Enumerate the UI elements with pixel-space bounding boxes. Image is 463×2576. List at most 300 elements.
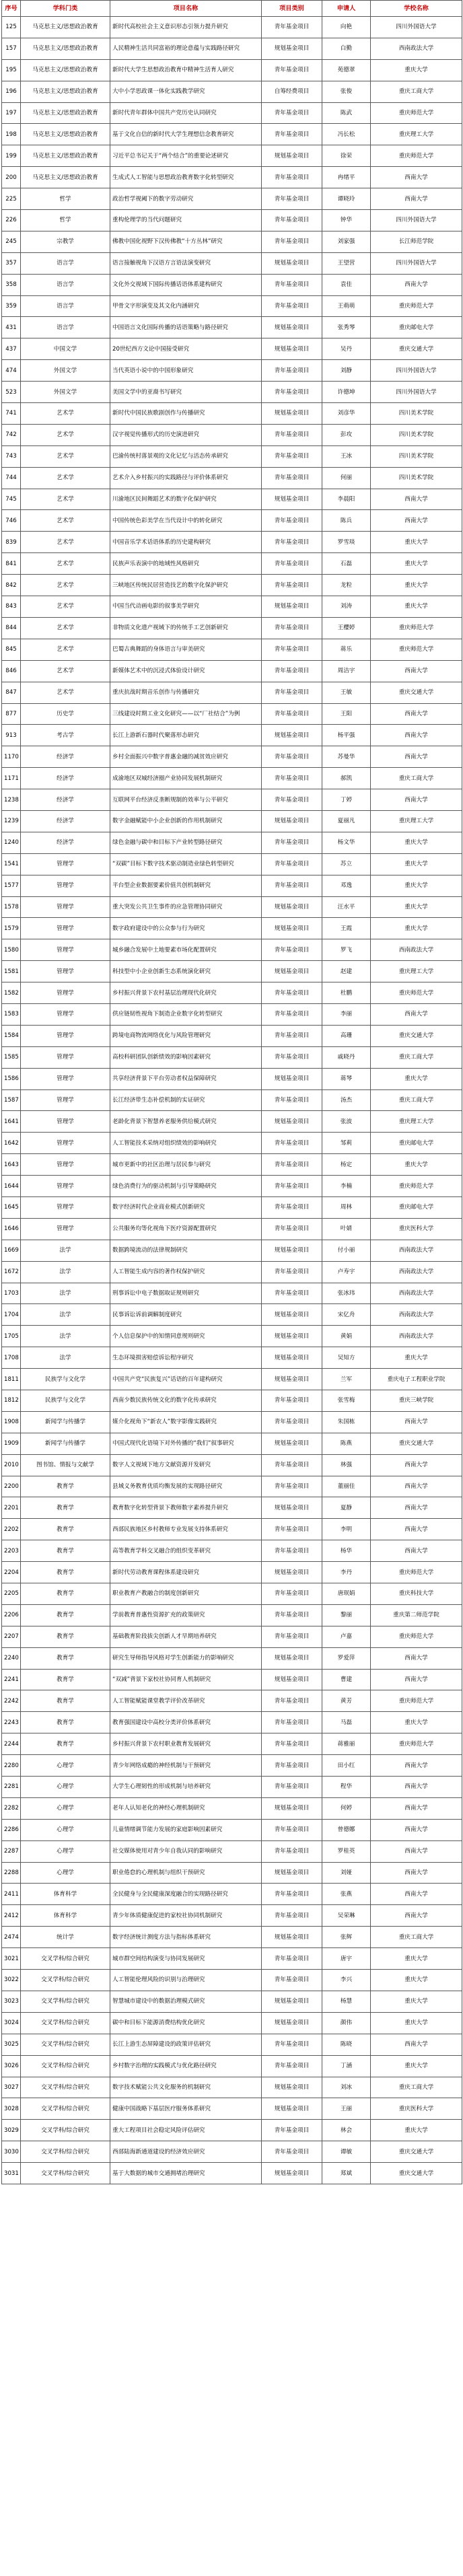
cell-project-type: 规划基金项目 (262, 1369, 322, 1390)
table-row (2, 188, 462, 210)
table-row (2, 1089, 462, 1111)
cell-school: 重庆大学 (371, 1068, 462, 1089)
cell-applicant: 吴知方 (322, 1347, 371, 1369)
cell-discipline: 管理学 (21, 961, 110, 982)
cell-school: 西南大学 (371, 1797, 462, 1819)
cell-discipline: 经济学 (21, 768, 110, 789)
table-row (2, 896, 462, 918)
cell-project-type: 青年基金项目 (262, 1476, 322, 1497)
table-row (2, 338, 462, 360)
cell-project-title: 重庆抗战时期音乐创作与传播研究 (110, 682, 262, 703)
cell-no: 1586 (2, 1068, 21, 1089)
cell-project-type: 规划基金项目 (262, 961, 322, 982)
cell-no: 743 (2, 445, 21, 467)
cell-project-title: 绿色金融与碳中和目标下产业转型路径研究 (110, 832, 262, 853)
table-row (2, 167, 462, 188)
cell-project-type: 青年基金项目 (262, 1777, 322, 1798)
cell-school: 重庆交通大学 (371, 2163, 462, 2184)
cell-discipline: 管理学 (21, 982, 110, 1004)
cell-project-title: 青少年体质健康促进的家校社协同机制研究 (110, 1905, 262, 1927)
cell-school: 西南大学 (371, 725, 462, 746)
cell-project-type: 青年基金项目 (262, 1712, 322, 1733)
cell-discipline: 艺术学 (21, 596, 110, 618)
cell-project-title: 西部陆海新通道建设的经济效应研究 (110, 2141, 262, 2163)
cell-applicant: 彭攻 (322, 424, 371, 445)
cell-school: 重庆大学 (371, 2012, 462, 2034)
cell-discipline: 交叉学科/综合研究 (21, 2034, 110, 2055)
cell-project-title: 重大突发公共卫生事件的应急管理协同研究 (110, 896, 262, 918)
cell-project-type: 青年基金项目 (262, 360, 322, 382)
table-row (2, 596, 462, 618)
cell-project-title: 数字经济统计测度方法与指标体系研究 (110, 1927, 262, 1948)
cell-project-type: 青年基金项目 (262, 746, 322, 768)
cell-no: 1909 (2, 1433, 21, 1454)
cell-project-type: 青年基金项目 (262, 1133, 322, 1154)
cell-no: 1811 (2, 1369, 21, 1390)
cell-school: 重庆师范大学 (371, 1562, 462, 1583)
table-row (2, 1003, 462, 1025)
cell-discipline: 语言学 (21, 295, 110, 317)
cell-school: 四川美术学院 (371, 445, 462, 467)
cell-no: 2205 (2, 1583, 21, 1605)
cell-no: 1583 (2, 1003, 21, 1025)
header-school: 学校名称 (371, 1, 462, 17)
cell-school: 重庆师范大学 (371, 145, 462, 167)
cell-school: 西南大学 (371, 274, 462, 295)
cell-project-type: 青年基金项目 (262, 1046, 322, 1068)
cell-applicant: 罗雪琰 (322, 532, 371, 553)
table-row (2, 1454, 462, 1476)
cell-no: 3027 (2, 2077, 21, 2098)
table-row (2, 1390, 462, 1412)
cell-applicant: 林会 (322, 2120, 371, 2141)
cell-applicant: 付小丽 (322, 1240, 371, 1261)
table-row (2, 1819, 462, 1840)
cell-project-title: 教育强国建设中高校分类评价体系研究 (110, 1712, 262, 1733)
table-row (2, 2163, 462, 2184)
cell-school: 重庆师范大学 (371, 1690, 462, 1712)
cell-project-title: 艺术介入乡村振兴的实践路径与评价体系研究 (110, 467, 262, 489)
cell-project-title: 互联网平台经济反垄断规制的效率与公平研究 (110, 789, 262, 811)
cell-discipline: 艺术学 (21, 445, 110, 467)
table-row (2, 17, 462, 38)
cell-no: 844 (2, 617, 21, 639)
cell-project-title: 儿童情绪调节能力发展的家庭影响因素研究 (110, 1819, 262, 1840)
cell-no: 1708 (2, 1347, 21, 1369)
cell-project-title: 民族声乐表演中的地域性风格研究 (110, 553, 262, 575)
cell-applicant: 张波 (322, 1111, 371, 1133)
table-row (2, 124, 462, 145)
cell-project-type: 青年基金项目 (262, 102, 322, 124)
table-row (2, 617, 462, 639)
cell-no: 3024 (2, 2012, 21, 2034)
cell-no: 1581 (2, 961, 21, 982)
cell-project-title: 人工智能赋能课堂教学评价改革研究 (110, 1690, 262, 1712)
cell-no: 357 (2, 252, 21, 274)
table-row (2, 1626, 462, 1647)
project-list-sheet (1, 0, 462, 2184)
table-row (2, 1068, 462, 1089)
cell-project-title: 高校科研团队创新绩效的影响因素研究 (110, 1046, 262, 1068)
cell-school: 四川外国语大学 (371, 360, 462, 382)
cell-discipline: 教育学 (21, 1604, 110, 1626)
cell-project-type: 青年基金项目 (262, 1519, 322, 1540)
table-row (2, 1690, 462, 1712)
cell-applicant: 邹莉 (322, 1133, 371, 1154)
table-row (2, 1176, 462, 1197)
cell-no: 2411 (2, 1884, 21, 1905)
cell-school: 西南大学 (371, 1519, 462, 1540)
cell-no: 359 (2, 295, 21, 317)
cell-discipline: 艺术学 (21, 617, 110, 639)
cell-no: 226 (2, 210, 21, 231)
cell-no: 523 (2, 382, 21, 403)
cell-school: 重庆工商大学 (371, 81, 462, 102)
cell-school: 西南大学 (371, 1755, 462, 1777)
cell-school: 重庆大学 (371, 853, 462, 875)
cell-project-title: 全民健身与全民健康深度融合的实现路径研究 (110, 1884, 262, 1905)
cell-school: 重庆邮电大学 (371, 1196, 462, 1218)
cell-school: 西南大学 (371, 1840, 462, 1862)
cell-discipline: 艺术学 (21, 660, 110, 682)
cell-project-type: 青年基金项目 (262, 553, 322, 575)
cell-no: 1672 (2, 1261, 21, 1283)
cell-school: 西南大学 (371, 1476, 462, 1497)
table-row (2, 1326, 462, 1347)
cell-discipline: 心理学 (21, 1840, 110, 1862)
cell-applicant: 石磊 (322, 553, 371, 575)
table-row (2, 2012, 462, 2034)
cell-applicant: 李明 (322, 1519, 371, 1540)
table-row (2, 1433, 462, 1454)
cell-school: 重庆大学 (371, 596, 462, 618)
cell-discipline: 管理学 (21, 1025, 110, 1046)
cell-project-type: 青年基金项目 (262, 1154, 322, 1176)
cell-school: 重庆大学 (371, 1948, 462, 1970)
cell-project-type: 青年基金项目 (262, 1390, 322, 1412)
cell-project-title: 基础教育阶段拔尖创新人才早期培养研究 (110, 1626, 262, 1647)
table-row (2, 1154, 462, 1176)
cell-project-type: 青年基金项目 (262, 1196, 322, 1218)
cell-project-type: 规划基金项目 (262, 810, 322, 832)
project-table (1, 0, 462, 2184)
cell-project-title: 重构伦理学的当代问题研究 (110, 210, 262, 231)
header-no: 序号 (2, 1, 21, 17)
cell-discipline: 法学 (21, 1347, 110, 1369)
cell-discipline: 管理学 (21, 1046, 110, 1068)
table-row (2, 1046, 462, 1068)
cell-school: 重庆大学 (371, 2055, 462, 2077)
cell-project-title: 学前教育普惠性资源扩充的政策研究 (110, 1604, 262, 1626)
cell-school: 重庆交通大学 (371, 2141, 462, 2163)
cell-school: 西南政法大学 (371, 1283, 462, 1304)
cell-project-type: 青年基金项目 (262, 1218, 322, 1240)
cell-project-type: 青年基金项目 (262, 1176, 322, 1197)
cell-no: 839 (2, 532, 21, 553)
cell-project-title: 中国语言文化国际传播的话语策略与路径研究 (110, 317, 262, 338)
cell-applicant: 谭晓玲 (322, 188, 371, 210)
cell-school: 西南大学 (371, 660, 462, 682)
cell-applicant: 田小红 (322, 1755, 371, 1777)
cell-project-type: 青年基金项目 (262, 1583, 322, 1605)
cell-project-type: 青年基金项目 (262, 532, 322, 553)
cell-project-title: 研究生导师指导风格对学生创新能力的影响研究 (110, 1647, 262, 1669)
cell-discipline: 教育学 (21, 1690, 110, 1712)
cell-no: 2203 (2, 1540, 21, 1562)
cell-project-type: 规划基金项目 (262, 896, 322, 918)
cell-school: 重庆大学 (371, 832, 462, 853)
cell-no: 1642 (2, 1133, 21, 1154)
cell-no: 1580 (2, 939, 21, 961)
header-applicant: 申请人 (322, 1, 371, 17)
cell-applicant: 曾德娜 (322, 1819, 371, 1840)
cell-project-title: 长江上游生态屏障建设的政策评估研究 (110, 2034, 262, 2055)
cell-school: 西南大学 (371, 1003, 462, 1025)
cell-project-type: 青年基金项目 (262, 1283, 322, 1304)
cell-applicant: 杨慧 (322, 1991, 371, 2012)
cell-applicant: 陈武 (322, 102, 371, 124)
cell-school: 重庆理工大学 (371, 124, 462, 145)
table-row (2, 682, 462, 703)
cell-no: 3023 (2, 1991, 21, 2012)
cell-school: 西南政法大学 (371, 1261, 462, 1283)
table-row (2, 875, 462, 896)
cell-applicant: 董丽佳 (322, 1476, 371, 1497)
cell-discipline: 艺术学 (21, 424, 110, 445)
cell-school: 西南大学 (371, 1540, 462, 1562)
cell-school: 重庆大学 (371, 532, 462, 553)
cell-school: 重庆医科大学 (371, 1218, 462, 1240)
cell-applicant: 张秀琴 (322, 317, 371, 338)
cell-no: 358 (2, 274, 21, 295)
table-row (2, 2120, 462, 2141)
cell-project-title: 新时代劳动教育课程体系建设研究 (110, 1562, 262, 1583)
cell-project-title: 乡村数字治理的实践模式与优化路径研究 (110, 2055, 262, 2077)
cell-no: 2288 (2, 1862, 21, 1884)
cell-project-type: 规划基金项目 (262, 1111, 322, 1133)
cell-no: 843 (2, 596, 21, 618)
cell-discipline: 艺术学 (21, 682, 110, 703)
cell-discipline: 心理学 (21, 1862, 110, 1884)
cell-no: 1541 (2, 853, 21, 875)
cell-project-type: 青年基金项目 (262, 1905, 322, 1927)
cell-school: 西南大学 (371, 703, 462, 725)
cell-project-type: 青年基金项目 (262, 274, 322, 295)
cell-applicant: 罗爱萍 (322, 1647, 371, 1669)
cell-no: 2241 (2, 1669, 21, 1690)
cell-discipline: 考古学 (21, 725, 110, 746)
cell-school: 重庆师范大学 (371, 639, 462, 660)
cell-applicant: 唐珉娟 (322, 1583, 371, 1605)
cell-no: 1646 (2, 1218, 21, 1240)
cell-project-title: 绿色消费行为的驱动机制与引导策略研究 (110, 1176, 262, 1197)
cell-project-title: 老龄化背景下智慧养老服务供给模式研究 (110, 1111, 262, 1133)
cell-project-title: 基于大数据的城市交通拥堵治理研究 (110, 2163, 262, 2184)
cell-project-title: 老年人认知老化的神经心理机制研究 (110, 1797, 262, 1819)
cell-project-title: 人工智能技术采纳对组织绩效的影响研究 (110, 1133, 262, 1154)
cell-applicant: 李楠 (322, 1176, 371, 1197)
cell-school: 西南大学 (371, 1819, 462, 1840)
table-row (2, 1583, 462, 1605)
cell-project-title: 大中小学思政课一体化实践教学研究 (110, 81, 262, 102)
cell-project-title: 西部民族地区乡村教师专业发展支持体系研究 (110, 1519, 262, 1540)
cell-applicant: 王萌萌 (322, 295, 371, 317)
cell-discipline: 艺术学 (21, 639, 110, 660)
cell-applicant: 张冰玮 (322, 1283, 371, 1304)
cell-school: 重庆交通大学 (371, 682, 462, 703)
cell-project-type: 规划基金项目 (262, 1991, 322, 2012)
cell-school: 西南大学 (371, 1884, 462, 1905)
cell-applicant: 蒋乐 (322, 639, 371, 660)
table-row (2, 703, 462, 725)
table-row (2, 1240, 462, 1261)
cell-school: 重庆大学 (371, 553, 462, 575)
cell-discipline: 心理学 (21, 1797, 110, 1819)
cell-school: 重庆师范大学 (371, 1176, 462, 1197)
header-project-type: 项目类别 (262, 1, 322, 17)
cell-discipline: 哲学 (21, 210, 110, 231)
cell-project-title: 中国共产党“民族复兴”话语的百年建构研究 (110, 1369, 262, 1390)
table-row (2, 1884, 462, 1905)
cell-discipline: 历史学 (21, 703, 110, 725)
cell-project-title: 数字经济时代企业商业模式创新研究 (110, 1196, 262, 1218)
cell-discipline: 中国文学 (21, 338, 110, 360)
cell-discipline: 经济学 (21, 832, 110, 853)
cell-school: 重庆大学 (371, 1712, 462, 1733)
cell-applicant: 王阳 (322, 703, 371, 725)
cell-school: 西南大学 (371, 188, 462, 210)
cell-project-type: 规划基金项目 (262, 489, 322, 510)
cell-discipline: 新闻学与传播学 (21, 1411, 110, 1433)
cell-discipline: 交叉学科/综合研究 (21, 2055, 110, 2077)
table-row (2, 939, 462, 961)
cell-discipline: 艺术学 (21, 532, 110, 553)
cell-applicant: 吴荣琳 (322, 1905, 371, 1927)
cell-discipline: 体育科学 (21, 1905, 110, 1927)
cell-school: 重庆大学 (371, 875, 462, 896)
table-row (2, 810, 462, 832)
cell-discipline: 教育学 (21, 1712, 110, 1733)
cell-project-title: 语言接触视角下汉语方言语法演变研究 (110, 252, 262, 274)
cell-school: 重庆邮电大学 (371, 1133, 462, 1154)
cell-no: 1170 (2, 746, 21, 768)
cell-project-type: 规划基金项目 (262, 1562, 322, 1583)
cell-project-title: 数据跨境流动的法律规制研究 (110, 1240, 262, 1261)
cell-project-type: 规划基金项目 (262, 2098, 322, 2120)
cell-applicant: 颜伟 (322, 2012, 371, 2034)
cell-project-title: 三线建设时期工业文化研究——以“厂社结合”为例 (110, 703, 262, 725)
cell-applicant: 周洁宇 (322, 660, 371, 682)
cell-applicant: 曹建 (322, 1669, 371, 1690)
cell-no: 431 (2, 317, 21, 338)
cell-discipline: 宗教学 (21, 231, 110, 252)
table-row (2, 274, 462, 295)
cell-discipline: 艺术学 (21, 489, 110, 510)
table-row (2, 210, 462, 231)
cell-discipline: 管理学 (21, 1089, 110, 1111)
cell-project-title: 基于文化自信的新时代大学生理想信念教育研究 (110, 124, 262, 145)
cell-project-title: 巴渝传统村落景观的文化记忆与活态传承研究 (110, 445, 262, 467)
cell-applicant: 夏静 (322, 1497, 371, 1519)
table-row (2, 768, 462, 789)
cell-discipline: 教育学 (21, 1562, 110, 1583)
cell-project-title: 高等教育学科交叉融合的组织变革研究 (110, 1540, 262, 1562)
cell-discipline: 教育学 (21, 1540, 110, 1562)
cell-project-title: 共享经济背景下平台劳动者权益保障研究 (110, 1068, 262, 1089)
table-row (2, 510, 462, 532)
cell-discipline: 交叉学科/综合研究 (21, 2120, 110, 2141)
table-row (2, 660, 462, 682)
table-row (2, 1755, 462, 1777)
cell-no: 2474 (2, 1927, 21, 1948)
cell-applicant: 马磊 (322, 1712, 371, 1733)
cell-school: 重庆交通大学 (371, 338, 462, 360)
cell-project-type: 规划基金项目 (262, 38, 322, 59)
cell-no: 3026 (2, 2055, 21, 2077)
cell-no: 1579 (2, 918, 21, 939)
cell-no: 1240 (2, 832, 21, 853)
cell-project-title: 县域义务教育优质均衡发展的实现路径研究 (110, 1476, 262, 1497)
cell-school: 西南大学 (371, 1777, 462, 1798)
cell-project-title: 新时代大学生思想政治教育中精神生活育人研究 (110, 59, 262, 81)
table-row (2, 1476, 462, 1497)
cell-project-type: 青年基金项目 (262, 1540, 322, 1562)
cell-project-title: 中国式现代化语境下对外传播的“我们”叙事研究 (110, 1433, 262, 1454)
cell-school: 重庆师范大学 (371, 982, 462, 1004)
cell-project-title: 乡村振兴背景下农村职业教育发展研究 (110, 1733, 262, 1755)
cell-discipline: 统计学 (21, 1927, 110, 1948)
cell-discipline: 法学 (21, 1283, 110, 1304)
cell-discipline: 管理学 (21, 1176, 110, 1197)
cell-no: 1703 (2, 1283, 21, 1304)
cell-applicant: 刘冰 (322, 2077, 371, 2098)
table-row (2, 145, 462, 167)
cell-school: 重庆大学 (371, 1154, 462, 1176)
cell-project-type: 青年基金项目 (262, 2055, 322, 2077)
cell-applicant: 罗飞 (322, 939, 371, 961)
cell-school: 重庆大学 (371, 1970, 462, 1991)
cell-project-type: 青年基金项目 (262, 424, 322, 445)
cell-discipline: 管理学 (21, 939, 110, 961)
cell-project-type: 规划基金项目 (262, 2077, 322, 2098)
cell-applicant: 丁婷 (322, 789, 371, 811)
cell-no: 847 (2, 682, 21, 703)
cell-discipline: 艺术学 (21, 403, 110, 425)
cell-school: 西南大学 (371, 1905, 462, 1927)
cell-applicant: 卢寿宇 (322, 1261, 371, 1283)
cell-no: 841 (2, 553, 21, 575)
cell-project-type: 青年基金项目 (262, 789, 322, 811)
cell-school: 西南大学 (371, 1669, 462, 1690)
cell-no: 842 (2, 575, 21, 596)
cell-discipline: 管理学 (21, 1218, 110, 1240)
table-row (2, 1840, 462, 1862)
cell-discipline: 艺术学 (21, 467, 110, 489)
cell-school: 重庆师范大学 (371, 102, 462, 124)
cell-project-title: 城乡融合发展中土地要素市场化配置研究 (110, 939, 262, 961)
cell-discipline: 法学 (21, 1240, 110, 1261)
cell-project-type: 规划基金项目 (262, 145, 322, 167)
cell-no: 1239 (2, 810, 21, 832)
cell-school: 西南政法大学 (371, 38, 462, 59)
cell-discipline: 管理学 (21, 1068, 110, 1089)
cell-project-type: 青年基金项目 (262, 575, 322, 596)
cell-applicant: 邓逸 (322, 875, 371, 896)
table-row (2, 553, 462, 575)
cell-school: 四川美术学院 (371, 424, 462, 445)
cell-no: 742 (2, 424, 21, 445)
cell-school: 西南政法大学 (371, 1240, 462, 1261)
